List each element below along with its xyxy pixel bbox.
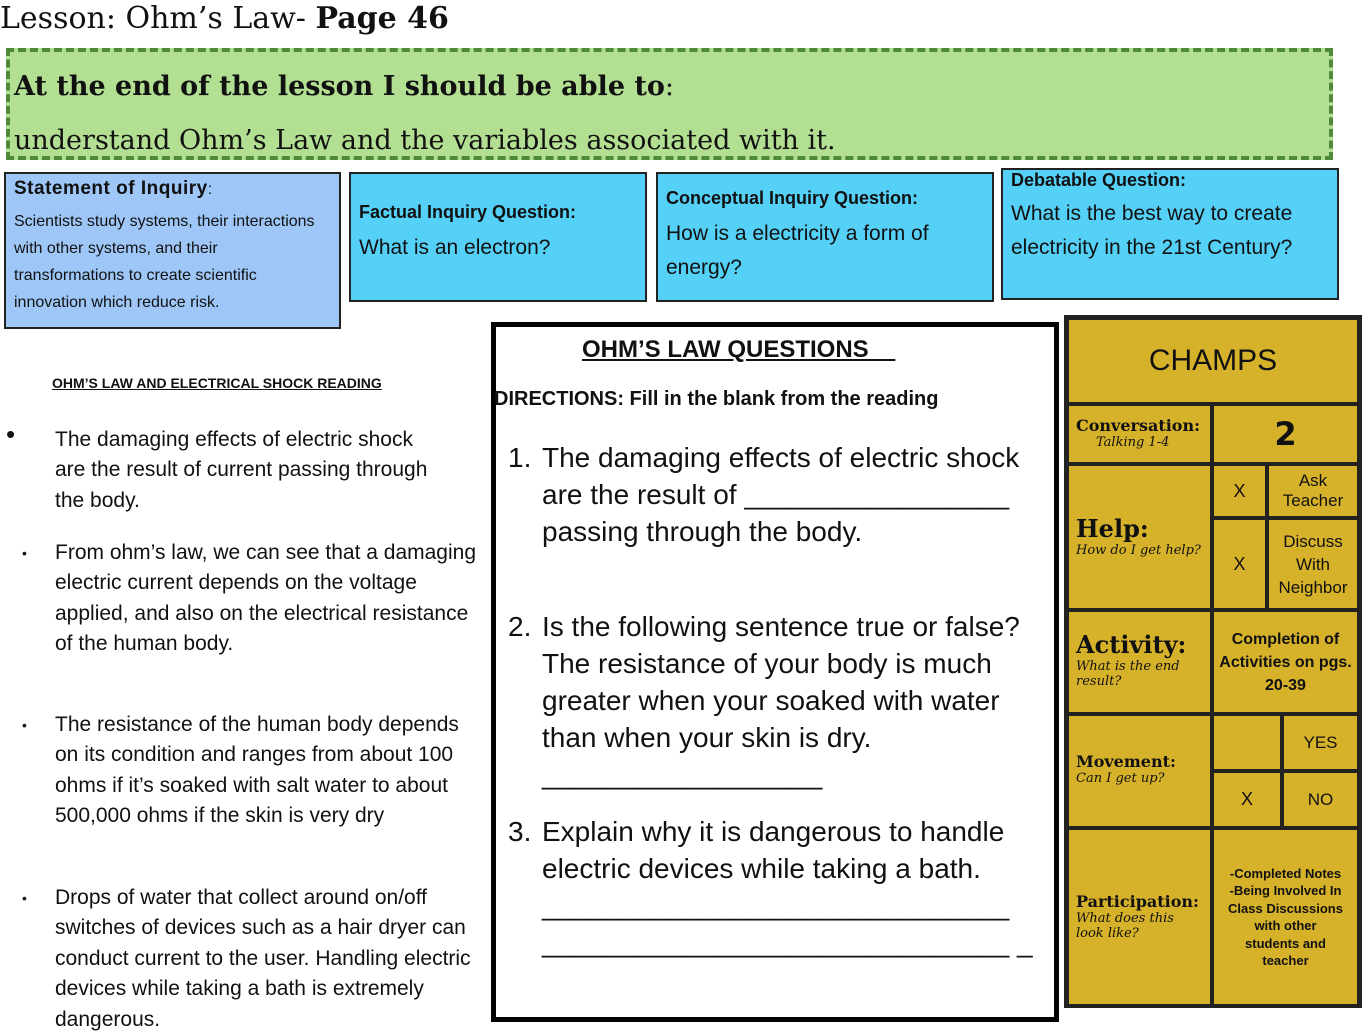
help-label: Help: [1076, 514, 1149, 543]
help-sub: How do I get help? [1076, 543, 1201, 558]
activity-value: Completion of Activities on pgs. 20-39 [1212, 610, 1359, 714]
statement-of-inquiry-heading: Statement of Inquiry [14, 178, 208, 199]
lesson-title [0, 0, 449, 38]
conversation-value: 2 [1212, 404, 1359, 464]
movement-no-mark: X [1212, 771, 1282, 828]
factual-question-box [349, 172, 647, 302]
statement-of-inquiry-text: Scientists study systems, their interactions with other systems, and their transformations to create scientific innovation which reduce risk. [14, 213, 315, 311]
participation-label: Participation: [1076, 892, 1199, 911]
conversation-label-cell [1067, 404, 1212, 464]
movement-no: NO [1282, 771, 1359, 828]
help-discuss-neighbor-mark: X [1212, 518, 1267, 610]
bullet-dot: • [6, 419, 16, 449]
debatable-question-text: What is the best way to create electricity in the 21st Century? [1011, 202, 1293, 259]
objectives-heading-text: At the end of the lesson I should be able to [14, 71, 665, 102]
questions-title: OHM’S LAW QUESTIONS [582, 336, 896, 363]
movement-label-cell [1067, 714, 1212, 828]
reading-bullet-text: The resistance of the human body depends on its condition and ranges from about 100 ohms if it’s soaked with salt water to about 500,000 ohms if the skin is very dry [55, 713, 459, 828]
page-number: Page 46 [315, 1, 449, 36]
participation-value: -Completed Notes -Being Involved In Class Discussions with other students and teacher [1212, 828, 1359, 1006]
participation-label-cell [1067, 828, 1212, 1006]
activity-sub: What is the end result? [1076, 659, 1180, 689]
reading-bullet-text: Drops of water that collect around on/off switches of devices such as a hair dryer can conduct current to the user. Handling electric devices while taking a bath is extremely dangerous. [55, 886, 471, 1031]
conceptual-question-box [656, 172, 994, 302]
movement-sub: Can I get up? [1076, 771, 1165, 786]
questions-directions: DIRECTIONS: Fill in the blank from the reading [494, 388, 939, 410]
objectives-heading-colon: : [664, 71, 674, 102]
factual-question-text: What is an electron? [359, 236, 551, 259]
statement-of-inquiry-box [4, 172, 341, 329]
conceptual-question-text: How is a electricity a form of energy? [666, 222, 929, 279]
objectives-heading [14, 60, 1325, 114]
lesson-name: Lesson: Ohm’s Law- [0, 1, 316, 36]
participation-sub: What does this look like? [1076, 911, 1174, 941]
reading-bullet-text: From ohm’s law, we can see that a damaging electric current depends on the voltage applied, and also on the electrical resistance of the human body. [55, 541, 476, 656]
debatable-question-heading: Debatable Question: [1011, 170, 1187, 190]
reading-title: OHM’S LAW AND ELECTRICAL SHOCK READING [52, 375, 382, 391]
reading-bullet-text: The damaging effects of electric shock are the result of current passing through the body. [55, 428, 428, 512]
bullet-dot: • [22, 545, 27, 561]
conversation-sub: Talking 1-4 [1096, 435, 1170, 450]
activity-label-cell [1067, 610, 1212, 714]
movement-yes-mark [1212, 714, 1282, 771]
help-discuss-neighbor: Discuss With Neighbor [1267, 518, 1359, 610]
statement-of-inquiry-colon: : [207, 181, 213, 198]
question-number: 3. [508, 816, 532, 847]
help-label-cell [1067, 464, 1212, 610]
champs-title: CHAMPS [1067, 318, 1359, 404]
question-text: Is the following sentence true or false? The resistance of your body is much greater when your soaked with water than when your skin is dry. __________________ [542, 611, 1020, 790]
debatable-question-box [1001, 168, 1339, 300]
question-number: 1. [508, 442, 532, 473]
champs-table [1064, 315, 1362, 1008]
question-text: The damaging effects of electric shock are the result of _________________ passing through the body. [542, 442, 1020, 547]
objectives-text: understand Ohm’s Law and the variables associated with it. [14, 125, 836, 156]
conversation-label: Conversation: [1076, 416, 1200, 435]
activity-label: Activity: [1076, 630, 1187, 659]
movement-yes: YES [1282, 714, 1359, 771]
learning-objectives-banner [6, 48, 1333, 160]
help-ask-teacher: Ask Teacher [1267, 464, 1359, 518]
bullet-dot: • [22, 890, 27, 906]
question-text: Explain why it is dangerous to handle electric devices while taking a bath. ______________________________ ______________________________ _ [542, 816, 1033, 958]
movement-label: Movement: [1076, 752, 1176, 771]
factual-question-heading: Factual Inquiry Question: [359, 202, 577, 222]
help-ask-teacher-mark: X [1212, 464, 1267, 518]
bullet-dot: • [22, 717, 27, 733]
question-number: 2. [508, 611, 532, 642]
conceptual-question-heading: Conceptual Inquiry Question: [666, 188, 919, 208]
